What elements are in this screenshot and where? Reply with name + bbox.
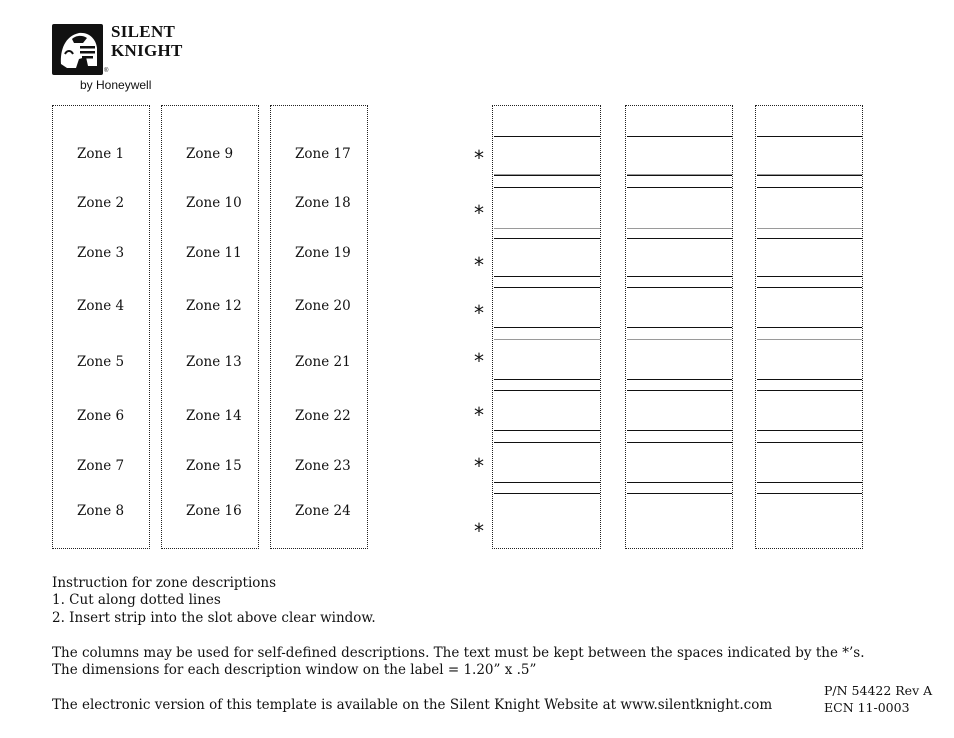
instruction-title: Instruction for zone descriptions [52, 575, 277, 591]
window-line [627, 238, 732, 239]
zone-label: Zone 5 [77, 354, 125, 370]
window-marker-star: * [474, 301, 484, 325]
window-marker-star: * [474, 403, 484, 427]
window-line [494, 136, 600, 137]
window-line [757, 187, 862, 188]
window-line [494, 430, 600, 431]
window-line [627, 175, 732, 176]
window-line [627, 482, 732, 483]
zone-label: Zone 1 [77, 146, 125, 162]
window-guide-line [627, 228, 732, 229]
brand-line-1: SILENT [111, 22, 176, 41]
zone-label: Zone 6 [77, 408, 125, 424]
instruction-step-2: 2. Insert strip into the slot above clear window. [52, 610, 376, 626]
window-line [757, 482, 862, 483]
window-marker-star: * [474, 201, 484, 225]
zone-strip-1 [52, 105, 150, 549]
zone-label: Zone 20 [295, 298, 351, 314]
window-line [627, 287, 732, 288]
zone-label: Zone 3 [77, 245, 125, 261]
window-line [627, 136, 732, 137]
zone-label: Zone 8 [77, 503, 125, 519]
website-note: The electronic version of this template is available on the Silent Knight Website at www.silentknight.com [52, 697, 773, 713]
zone-label: Zone 7 [77, 458, 125, 474]
zone-strip-2 [161, 105, 259, 549]
window-line [757, 430, 862, 431]
window-line [757, 287, 862, 288]
window-line [757, 136, 862, 137]
window-line [627, 442, 732, 443]
window-guide-line [627, 174, 732, 175]
window-line [494, 493, 600, 494]
window-line [627, 379, 732, 380]
window-guide-line [494, 174, 600, 175]
zone-label: Zone 9 [186, 146, 234, 162]
zone-label: Zone 10 [186, 195, 242, 211]
zone-label: Zone 17 [295, 146, 351, 162]
window-line [757, 390, 862, 391]
window-line [627, 187, 732, 188]
window-line [627, 493, 732, 494]
window-guide-line [757, 339, 862, 340]
window-guide-line [494, 228, 600, 229]
window-guide-line [757, 228, 862, 229]
window-line [494, 379, 600, 380]
window-marker-star: * [474, 253, 484, 277]
zone-label: Zone 15 [186, 458, 242, 474]
zone-label: Zone 18 [295, 195, 351, 211]
zone-label: Zone 4 [77, 298, 125, 314]
window-line [494, 175, 600, 176]
window-guide-line [627, 339, 732, 340]
knight-logo-icon [52, 24, 103, 75]
window-line [494, 390, 600, 391]
window-marker-star: * [474, 454, 484, 478]
zone-label: Zone 13 [186, 354, 242, 370]
zone-label: Zone 22 [295, 408, 351, 424]
zone-label: Zone 2 [77, 195, 125, 211]
zone-label: Zone 16 [186, 503, 242, 519]
window-guide-line [757, 174, 862, 175]
window-line [494, 482, 600, 483]
brand-line-2: KNIGHT [111, 41, 183, 60]
window-line [494, 276, 600, 277]
brand-byline: by Honeywell [80, 78, 152, 92]
window-marker-star: * [474, 146, 484, 170]
ecn-number: ECN 11-0003 [824, 700, 910, 715]
window-line [494, 327, 600, 328]
window-line [757, 379, 862, 380]
window-line [627, 390, 732, 391]
zone-strip-3 [270, 105, 368, 549]
brand-name [111, 22, 183, 60]
window-guide-line [494, 339, 600, 340]
part-number: P/N 54422 Rev A [824, 683, 933, 698]
window-line [627, 276, 732, 277]
window-line [494, 442, 600, 443]
zone-label: Zone 14 [186, 408, 242, 424]
window-line [757, 238, 862, 239]
zone-label: Zone 12 [186, 298, 242, 314]
window-line [627, 430, 732, 431]
window-line [757, 442, 862, 443]
zone-label: Zone 21 [295, 354, 351, 370]
zone-label: Zone 11 [186, 245, 242, 261]
window-line [494, 238, 600, 239]
window-line [494, 287, 600, 288]
registered-mark: ® [104, 68, 109, 74]
instruction-note-1: The columns may be used for self-defined descriptions. The text must be kept between the spaces indicated by the *’s. [52, 645, 865, 661]
zone-label: Zone 24 [295, 503, 351, 519]
instruction-note-2: The dimensions for each description window on the label = 1.20” x .5” [52, 662, 537, 678]
window-line [757, 327, 862, 328]
window-line [627, 327, 732, 328]
window-line [757, 276, 862, 277]
zone-label: Zone 23 [295, 458, 351, 474]
instruction-step-1: 1. Cut along dotted lines [52, 592, 221, 608]
window-line [757, 175, 862, 176]
zone-label: Zone 19 [295, 245, 351, 261]
window-line [494, 187, 600, 188]
window-marker-star: * [474, 519, 484, 543]
window-line [757, 493, 862, 494]
window-marker-star: * [474, 349, 484, 373]
